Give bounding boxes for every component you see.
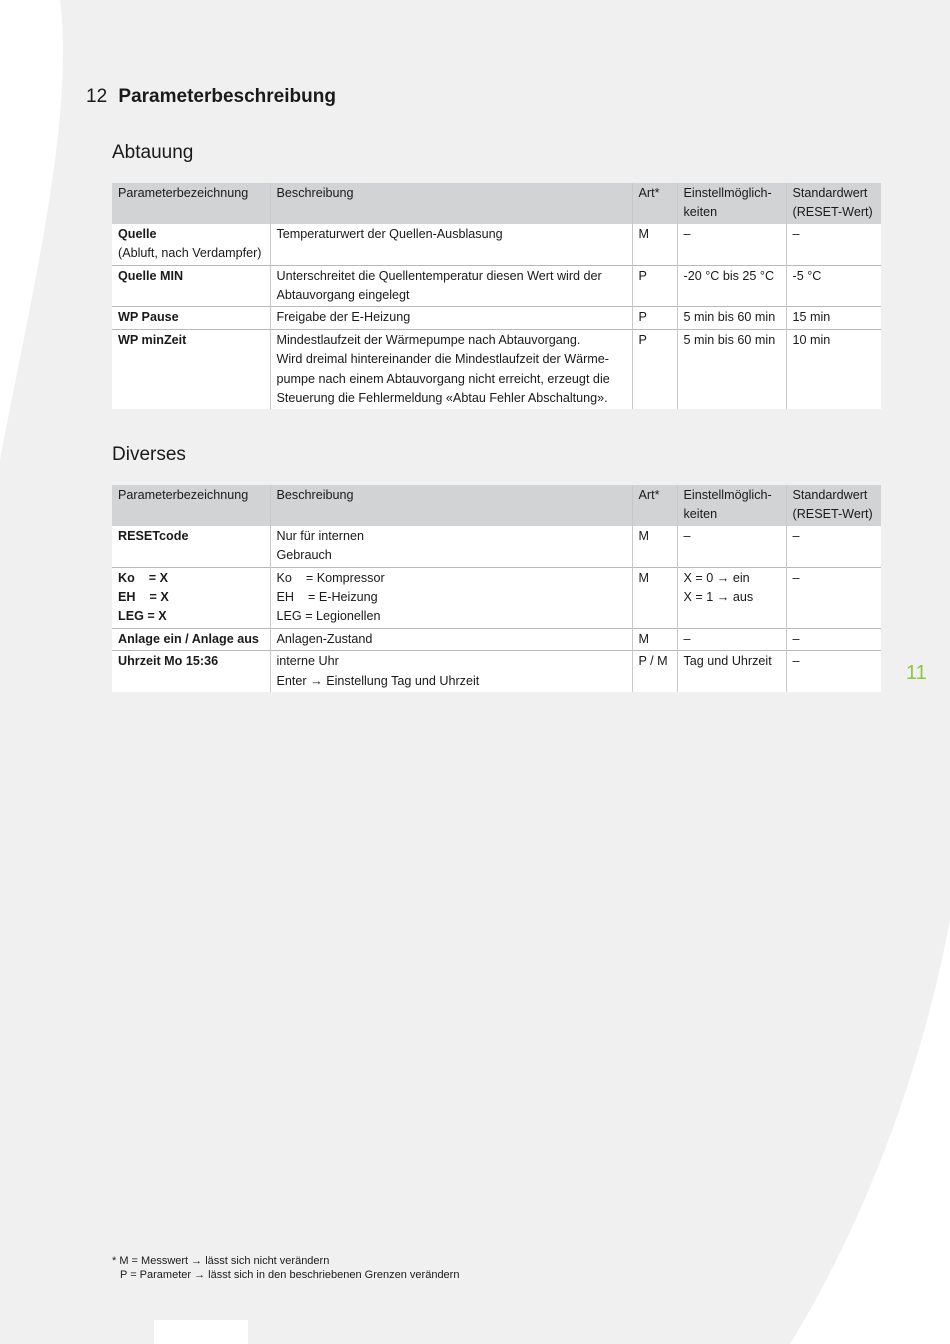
cell-parameter-name — [112, 224, 270, 265]
cell-parameter-name — [112, 628, 270, 650]
parameter-name-line: WP minZeit — [118, 332, 187, 347]
cell-default — [786, 329, 881, 409]
table-header-row — [112, 183, 881, 224]
settings-line: -20 °C bis 25 °C — [683, 268, 775, 283]
cell-description — [270, 628, 632, 650]
table-row — [112, 567, 881, 628]
cell-type — [632, 567, 677, 628]
type-value: P — [638, 268, 647, 283]
description-line: interne Uhr — [276, 654, 339, 669]
settings-line: 5 min bis 60 min — [683, 332, 776, 347]
header-description: Beschreibung — [270, 485, 632, 526]
cell-settings — [677, 567, 786, 628]
cell-default — [786, 628, 881, 650]
cell-type — [632, 651, 677, 692]
header-name: Parameterbezeichnung — [118, 488, 249, 502]
header-settings-line2: keiten — [683, 205, 718, 220]
header-name: Parameterbezeichnung — [118, 186, 249, 200]
table-row — [112, 526, 881, 567]
cell-settings — [677, 526, 786, 567]
settings-line: X = 0 → ein — [683, 570, 750, 585]
page-number: 11 — [906, 662, 927, 684]
footnote-line-1: * M = Messwert → lässt sich nicht verändern — [112, 1255, 330, 1267]
cell-default — [786, 224, 881, 265]
cell-settings — [677, 651, 786, 692]
cell-settings — [677, 224, 786, 265]
type-value: P — [638, 310, 647, 325]
cell-parameter-name — [112, 329, 270, 409]
table-row — [112, 628, 881, 650]
default-value: – — [792, 631, 800, 646]
default-value: 10 min — [792, 332, 831, 347]
default-value: – — [792, 654, 800, 669]
cell-parameter-name — [112, 526, 270, 567]
description-line: Unterschreitet die Quellentemperatur diesen Wert wird der — [276, 268, 602, 283]
header-default-line2: (RESET-Wert) — [792, 205, 873, 220]
chapter-heading — [86, 86, 336, 108]
description-line: Freigabe der E-Heizung — [276, 310, 411, 325]
description-line: Temperaturwert der Quellen-Ausblasung — [276, 226, 503, 241]
header-settings — [677, 485, 786, 526]
description-line: LEG = Legionellen — [276, 609, 381, 624]
bottom-tab-marker — [154, 1320, 248, 1344]
parameter-name-line: EH = X — [118, 590, 169, 605]
table-row — [112, 265, 881, 307]
description-line: Anlagen-Zustand — [276, 631, 373, 646]
section-title-diverses: Diverses — [112, 444, 186, 465]
cell-type — [632, 224, 677, 265]
description-line: Mindestlaufzeit der Wärmepumpe nach Abtauvorgang. — [276, 332, 581, 347]
description-line: EH = E-Heizung — [276, 590, 378, 605]
parameter-table-diverses — [112, 485, 881, 692]
description-line: Abtauvorgang eingelegt — [276, 288, 410, 303]
cell-default — [786, 265, 881, 307]
default-value: -5 °C — [792, 268, 822, 283]
cell-description — [270, 224, 632, 265]
cell-parameter-name — [112, 265, 270, 307]
cell-default — [786, 307, 881, 329]
header-settings-line1: Einstellmöglich- — [683, 186, 772, 200]
table-row — [112, 224, 881, 265]
table-row — [112, 329, 881, 409]
header-type: Art* — [632, 183, 677, 224]
parameter-name-line: Quelle MIN — [118, 268, 184, 283]
default-value: 15 min — [792, 310, 831, 325]
settings-line: – — [683, 631, 691, 646]
header-default — [786, 183, 881, 224]
settings-line: – — [683, 226, 691, 241]
parameter-name-line: Quelle — [118, 226, 157, 241]
cell-default — [786, 651, 881, 692]
type-value: M — [638, 631, 649, 646]
chapter-title: Parameterbeschreibung — [118, 86, 336, 107]
description-line: Wird dreimal hintereinander die Mindestlaufzeit der Wärme- — [276, 352, 609, 367]
cell-settings — [677, 265, 786, 307]
chapter-number: 12 — [86, 86, 108, 107]
header-settings-line2: keiten — [683, 507, 718, 522]
settings-line: Tag und Uhrzeit — [683, 654, 772, 669]
table-row — [112, 651, 881, 692]
cell-settings — [677, 329, 786, 409]
header-default-line2: (RESET-Wert) — [792, 507, 873, 522]
cell-default — [786, 526, 881, 567]
type-value: M — [638, 570, 649, 585]
settings-line: 5 min bis 60 min — [683, 310, 776, 325]
cell-type — [632, 265, 677, 307]
description-line: Gebrauch — [276, 548, 332, 563]
default-value: – — [792, 226, 800, 241]
type-value: M — [638, 226, 649, 241]
parameter-name-line: Ko = X — [118, 570, 169, 585]
cell-settings — [677, 307, 786, 329]
description-line: Enter → Einstellung Tag und Uhrzeit — [276, 673, 480, 688]
description-line: Steuerung die Fehlermeldung «Abtau Fehler Abschaltung». — [276, 391, 608, 406]
parameter-name-sub: (Abluft, nach Verdampfer) — [118, 246, 262, 261]
parameter-table-abtauung — [112, 183, 881, 409]
footnote-line-2: P = Parameter → lässt sich in den beschriebenen Grenzen verändern — [120, 1268, 460, 1281]
default-value: – — [792, 528, 800, 543]
parameter-name-line: LEG = X — [118, 609, 167, 624]
cell-type — [632, 329, 677, 409]
cell-description — [270, 651, 632, 692]
header-type: Art* — [632, 485, 677, 526]
settings-line: – — [683, 528, 691, 543]
description-line: Nur für internen — [276, 528, 364, 543]
footnote — [112, 1255, 459, 1282]
header-description: Beschreibung — [270, 183, 632, 224]
cell-parameter-name — [112, 651, 270, 692]
cell-parameter-name — [112, 307, 270, 329]
table-row — [112, 307, 881, 329]
header-default — [786, 485, 881, 526]
description-line: Ko = Kompressor — [276, 570, 385, 585]
cell-default — [786, 567, 881, 628]
cell-type — [632, 628, 677, 650]
description-line: pumpe nach einem Abtauvorgang nicht erreicht, erzeugt die — [276, 371, 610, 386]
type-value: M — [638, 528, 649, 543]
cell-description — [270, 329, 632, 409]
type-value: P — [638, 332, 647, 347]
header-default-line1: Standardwert — [792, 186, 868, 200]
parameter-name-line: Uhrzeit Mo 15:36 — [118, 654, 219, 669]
parameter-name-line: WP Pause — [118, 310, 179, 325]
settings-line: X = 1 → aus — [683, 590, 754, 605]
header-settings-line1: Einstellmöglich- — [683, 488, 772, 502]
cell-parameter-name — [112, 567, 270, 628]
parameter-name-line: RESETcode — [118, 528, 189, 543]
cell-description — [270, 526, 632, 567]
cell-type — [632, 526, 677, 567]
cell-settings — [677, 628, 786, 650]
parameter-name-line: Anlage ein / Anlage aus — [118, 631, 259, 646]
section-title-abtauung: Abtauung — [112, 142, 194, 163]
cell-description — [270, 265, 632, 307]
table-header-row — [112, 485, 881, 526]
header-settings — [677, 183, 786, 224]
cell-description — [270, 567, 632, 628]
type-value: P / M — [638, 654, 668, 669]
cell-description — [270, 307, 632, 329]
header-default-line1: Standardwert — [792, 488, 868, 502]
default-value: – — [792, 570, 800, 585]
cell-type — [632, 307, 677, 329]
